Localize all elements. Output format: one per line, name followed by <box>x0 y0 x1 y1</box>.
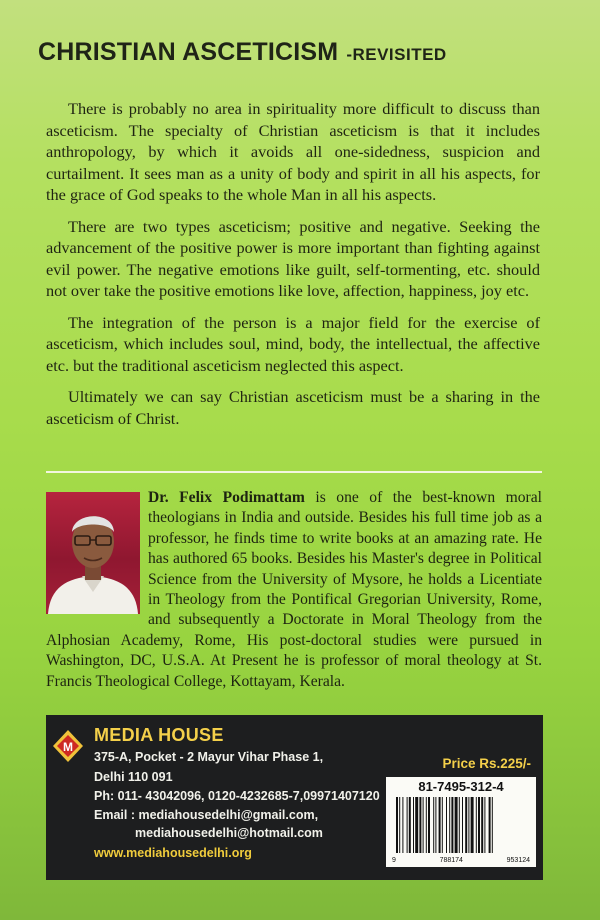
svg-text:M: M <box>63 740 73 754</box>
author-name: Dr. Felix Podimattam <box>148 489 305 506</box>
barcode-icon <box>396 797 528 853</box>
author-bio <box>46 488 542 692</box>
publisher-phone: Ph: 011- 43042096, 0120-4232685-7,09971407120 <box>94 789 380 803</box>
barcode-box <box>386 777 536 867</box>
blurb-paragraph: Ultimately we can say Christian asceticism must be a sharing in the asceticism of Christ. <box>46 387 540 428</box>
blurb-paragraph: There are two types asceticism; positive and negative. Seeking the advancement of the positive power is more important than fighting against evil power. The negative emotions like guilt, self-tormenting, etc. should not over take the positive emotions like love, affection, happiness, joy etc. <box>46 216 540 300</box>
barcode-digit-group: 9 <box>392 857 396 864</box>
media-house-logo-icon <box>52 729 84 763</box>
publisher-email-line1: Email : mediahousedelhi@gmail.com, <box>94 808 319 822</box>
publisher-band <box>46 715 543 880</box>
portrait-spacer <box>46 488 148 614</box>
blurb <box>46 98 540 439</box>
section-divider <box>46 471 542 473</box>
price-label: Price Rs.225/- <box>442 756 531 771</box>
barcode-digits <box>390 857 532 864</box>
author-bio-body: is one of the best-known moral theologians in India and outside. Besides his full time job as a professor, he finds time to write books at an amazing rate. He has authored 65 books. Besides his Master's degree in Political Science from the University of Mysore, he holds a Licentiate in Theology from the Pontifical Gregorian University, Rome, and subsequently a Doctorate in Moral Theology from the Alphosian Academy, Rome, His post-doctoral studies were pursued in Washington, DC, U.S.A. At Present he is professor of moral theology at St. Francis Theological College, Kottayam, Kerala. <box>46 489 542 690</box>
blurb-paragraph: The integration of the person is a major field for the exercise of asceticism, which includes soul, mind, body, the intellectual, the affective etc. but the traditional asceticism neglected this aspect. <box>46 312 540 375</box>
publisher-address-line1: 375-A, Pocket - 2 Mayur Vihar Phase 1, <box>94 750 324 764</box>
publisher-website: www.mediahousedelhi.org <box>94 846 252 860</box>
publisher-address-line2: Delhi 110 091 <box>94 770 173 784</box>
blurb-paragraph: There is probably no area in spirituality more difficult to discuss than asceticism. The specialty of Christian asceticism is that it includes anthropology, by which it avoids all one-sidedness, suspicion and curtailment. It sees man as a unity of body and spirit in all his aspects, for the grace of God speaks to the whole Man in all his aspects. <box>46 99 540 204</box>
publisher-email-line2: mediahousedelhi@hotmail.com <box>135 826 323 840</box>
book-title <box>38 38 447 67</box>
barcode-digit-group: 788174 <box>439 857 463 864</box>
publisher-name: MEDIA HOUSE <box>94 725 224 745</box>
title-subtitle: -REVISITED <box>346 45 447 64</box>
barcode-digit-group: 953124 <box>506 857 530 864</box>
title-main: CHRISTIAN ASCETICISM <box>38 38 339 66</box>
isbn-number: 81-7495-312-4 <box>418 779 504 794</box>
